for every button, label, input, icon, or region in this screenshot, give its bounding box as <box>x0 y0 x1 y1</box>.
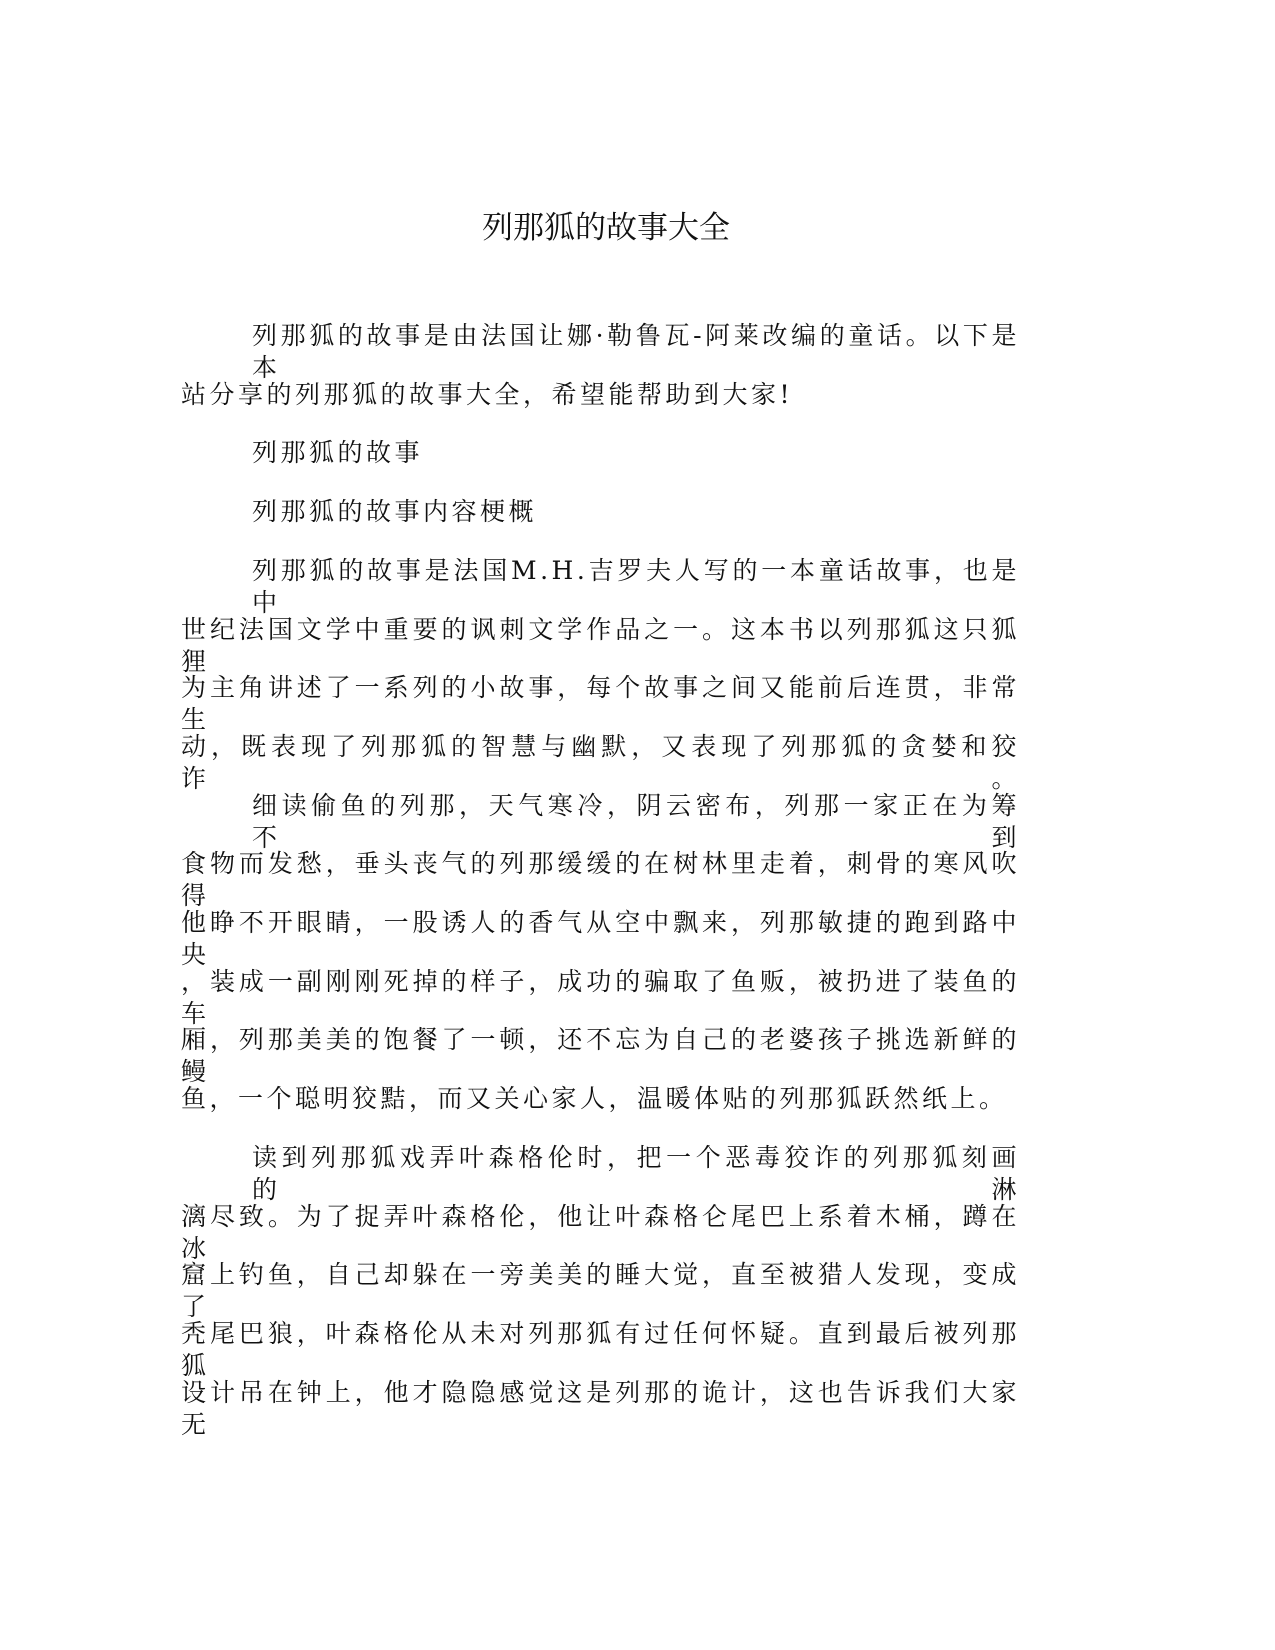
text-line: 站分享的列那狐的故事大全，希望能帮助到大家! <box>181 379 794 409</box>
text-line: 鱼，一个聪明狡黠，而又关心家人，温暖体贴的列那狐跃然纸上。 <box>181 1084 1008 1114</box>
document-title: 列那狐的故事大全 <box>482 210 730 246</box>
text-line: ，装成一副刚刚死掉的样子，成功的骗取了鱼贩，被扔进了装鱼的车 <box>181 966 1020 1028</box>
text-line: 设计吊在钟上，他才隐隐感觉这是列那的诡计，这也告诉我们大家无 <box>181 1377 1020 1439</box>
text-line: 漓尽致。为了捉弄叶森格伦，他让叶森格仑尾巴上系着木桶，蹲在冰 <box>181 1201 1020 1263</box>
text-line: 列那狐的故事是由法国让娜·勒鲁瓦-阿莱改编的童话。以下是本 <box>252 321 1020 382</box>
text-line: 列那狐的故事 <box>252 438 424 468</box>
text-line: 细读偷鱼的列那，天气寒冷，阴云密布，列那一家正在为筹不到 <box>252 790 1020 852</box>
text-line: 秃尾巴狼，叶森格伦从未对列那狐有过任何怀疑。直到最后被列那狐 <box>181 1318 1020 1380</box>
text-line: 读到列那狐戏弄叶森格伦时，把一个恶毒狡诈的列那狐刻画的淋 <box>252 1142 1020 1204</box>
text-line: 食物而发愁，垂头丧气的列那缓缓的在树林里走着，刺骨的寒风吹得 <box>181 849 1020 911</box>
text-line: 世纪法国文学中重要的讽刺文学作品之一。这本书以列那狐这只狐狸 <box>181 614 1020 676</box>
text-line: 为主角讲述了一系列的小故事，每个故事之间又能前后连贯，非常生 <box>181 673 1020 735</box>
text-line: 列那狐的故事内容梗概 <box>252 497 538 527</box>
text-line: 厢，列那美美的饱餐了一顿，还不忘为自己的老婆孩子挑选新鲜的鳗 <box>181 1025 1020 1087</box>
text-line: 他睁不开眼睛，一股诱人的香气从空中飘来，列那敏捷的跑到路中央 <box>181 908 1020 969</box>
text-line: 动，既表现了列那狐的智慧与幽默，又表现了列那狐的贪婪和狡诈。 <box>181 731 1020 793</box>
text-line: 窟上钓鱼，自己却躲在一旁美美的睡大觉，直至被猎人发现，变成了 <box>181 1260 1020 1322</box>
text-line: 列那狐的故事是法国M.H.吉罗夫人写的一本童话故事，也是中 <box>252 555 1020 617</box>
